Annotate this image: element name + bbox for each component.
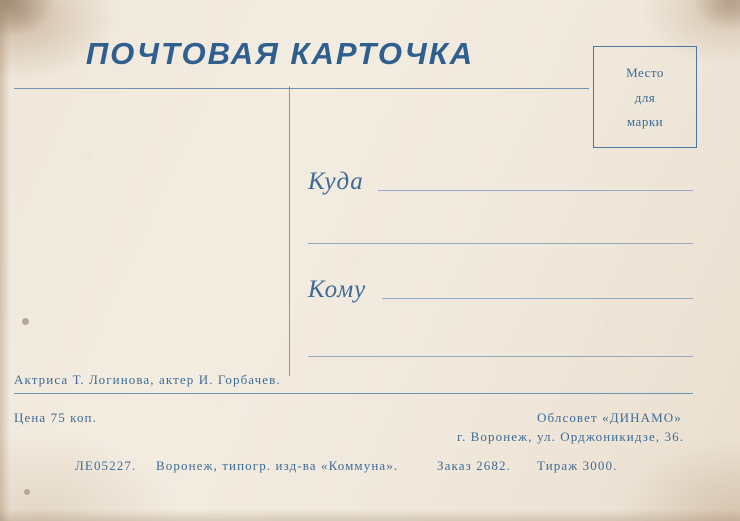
- rule-top-left: [14, 88, 589, 89]
- page-title: ПОЧТОВАЯ КАРТОЧКА: [85, 36, 475, 71]
- imprint-code: ЛЕ05227.: [75, 458, 137, 473]
- edge-wear-bottom: [0, 509, 740, 521]
- publisher-address: г. Воронеж, ул. Орджоникидзе, 36.: [457, 429, 685, 444]
- label-kuda: Куда: [308, 168, 364, 195]
- imprint-printer: Воронеж, типогр. изд-ва «Коммуна».: [156, 458, 399, 473]
- paper-spot-2: [24, 489, 30, 495]
- corner-wear-top-left: [0, 0, 58, 38]
- imprint-circulation: Тираж 3000.: [537, 458, 618, 473]
- stamp-box: [593, 46, 697, 148]
- vertical-divider: [289, 86, 290, 376]
- publisher-name: Облсовет «ДИНАМО»: [537, 410, 682, 425]
- rule-komu-1: [382, 298, 693, 299]
- imprint-order: Заказ 2682.: [437, 458, 511, 473]
- stamp-box-line-2: для: [634, 89, 656, 105]
- rule-komu-2: [308, 356, 693, 357]
- stamp-box-line-3: марки: [626, 114, 664, 130]
- price-text: Цена 75 коп.: [14, 410, 97, 425]
- edge-wear-left: [0, 0, 10, 521]
- corner-wear-top-right: [690, 0, 740, 32]
- rule-kuda-2: [308, 243, 693, 244]
- rule-kuda-1: [378, 190, 693, 191]
- paper-spot-1: [22, 318, 29, 325]
- stamp-box-line-1: Место: [626, 65, 664, 80]
- photo-caption: Актриса Т. Логинова, актер И. Горбачев.: [14, 372, 281, 387]
- label-komu: Кому: [308, 276, 367, 303]
- rule-below-caption: [14, 393, 693, 394]
